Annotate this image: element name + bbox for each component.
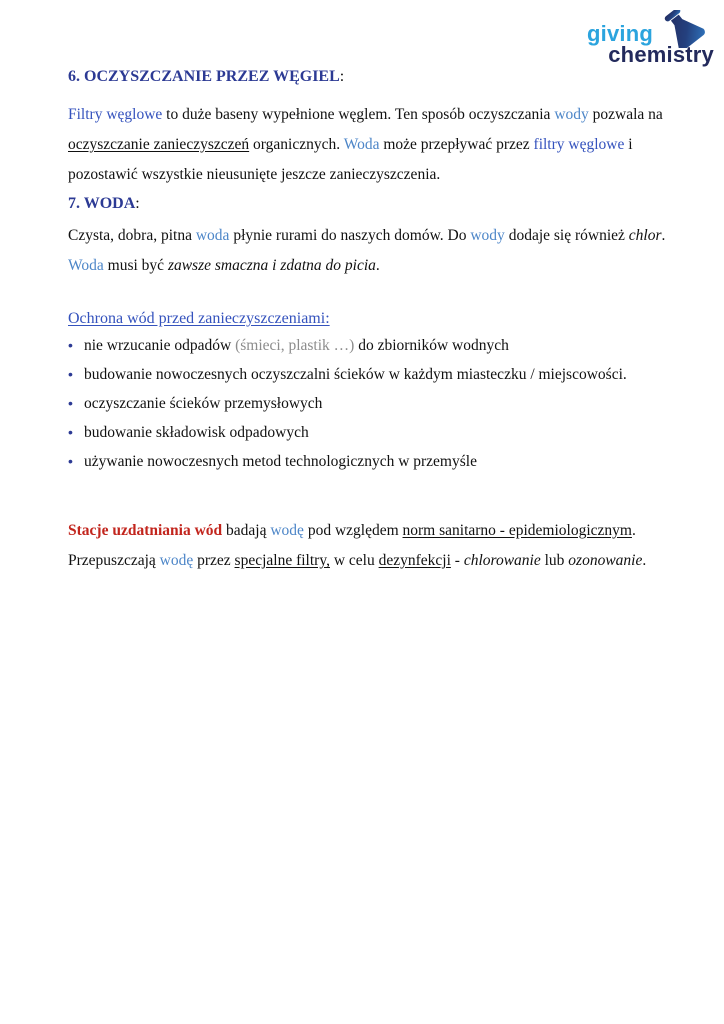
logo-text-chemistry: chemistry <box>608 42 714 67</box>
list-item: • nie wrzucanie odpadów (śmieci, plastik …) do zbiorników wodnych <box>68 331 668 360</box>
text-line: oczyszczanie zanieczyszczeń organicznych. Woda może przepływać przez filtry węglowe i <box>68 136 633 153</box>
paragraph-water <box>68 221 668 281</box>
list-item: • budowanie składowisk odpadowych <box>68 418 668 447</box>
text-line: Filtry węglowe to duże baseny wypełnione węglem. Ten sposób oczyszczania wody pozwala na <box>68 106 663 123</box>
text-line: pozostawić wszystkie nieusunięte jeszcze zanieczyszczenia. <box>68 166 441 183</box>
logo-text-giving: giving <box>587 21 653 46</box>
bullet-icon: • <box>68 337 73 353</box>
text-line: Przepuszczają wodę przez specjalne filtry, w celu dezynfekcji - chlorowanie lub ozonowanie. <box>68 552 647 569</box>
paragraph-carbon-filters <box>68 100 668 190</box>
bullet-icon: • <box>68 395 73 411</box>
text-line: Stacje uzdatniania wód badają wodę pod względem norm sanitarno - epidemiologicznym. <box>68 522 636 539</box>
paragraph-treatment-stations <box>68 516 668 576</box>
giving-chemistry-logo <box>572 10 714 66</box>
heading-section-6: 6. OCZYSZCZANIE PRZEZ WĘGIEL: <box>68 68 345 85</box>
list-item: • budowanie nowoczesnych oczyszczalni ścieków w każdym miasteczku / miejscowości. <box>68 360 668 389</box>
bullet-icon: • <box>68 424 73 440</box>
list-item: • używanie nowoczesnych metod technologicznych w przemyśle <box>68 447 668 476</box>
text-line: Woda musi być zawsze smaczna i zdatna do picia. <box>68 257 380 274</box>
bullet-icon: • <box>68 366 73 382</box>
heading-section-7: 7. WODA: <box>68 195 140 212</box>
list-item: • oczyszczanie ścieków przemysłowych <box>68 389 668 418</box>
heading-water-protection: Ochrona wód przed zanieczyszczeniami: <box>68 310 330 327</box>
protection-bullet-list <box>68 331 668 476</box>
bullet-icon: • <box>68 453 73 469</box>
text-line: Czysta, dobra, pitna woda płynie rurami do naszych domów. Do wody dodaje się również chlor. <box>68 227 666 244</box>
